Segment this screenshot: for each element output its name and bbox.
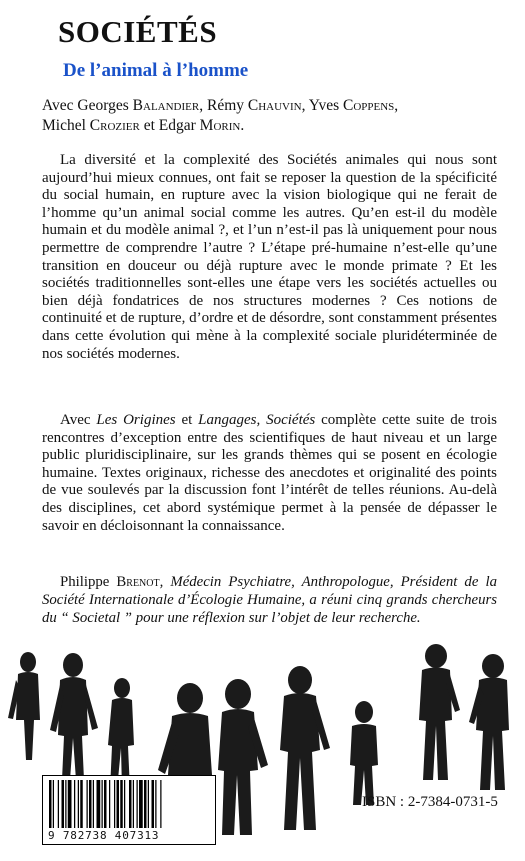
barcode-bar [129, 780, 132, 828]
book-reference: Les Origines [96, 412, 176, 428]
silhouette-figure [350, 701, 378, 805]
barcode-bar [155, 780, 156, 828]
author-roles: , Médecin Psychiatre, Anthropologue, [159, 574, 394, 590]
contributor-separator: et Edgar [139, 117, 200, 134]
barcode-bar [152, 780, 155, 828]
author-note [42, 573, 497, 627]
silhouette-figure [50, 653, 98, 780]
book-reference: Sociétés [266, 412, 316, 428]
book-title: SOCIÉTÉS [58, 14, 218, 49]
contributor-separator: , Yves [301, 97, 343, 114]
contributor-name: Crozier [89, 117, 140, 134]
barcode-bar [114, 780, 115, 828]
barcode-bar [144, 780, 147, 828]
author-last-name: Brenot [116, 574, 160, 590]
barcode-bar [74, 780, 75, 828]
barcode-bar [117, 780, 120, 828]
silhouette-figure [108, 678, 134, 790]
author-description: Président de la Société Internationale d’Écologie Humaine, a réuni cinq grands chercheurs du “ Societal ” pour une réflexion sur l’objet de leur recherche. [42, 574, 497, 626]
contributors-line [42, 96, 497, 136]
silhouette-figure [280, 666, 330, 830]
barcode-bar [53, 780, 54, 828]
barcode-bar [62, 780, 65, 828]
contributor-name: Balandier [132, 97, 200, 114]
silhouette-figure [469, 654, 509, 790]
barcode-bar [68, 780, 72, 828]
paragraph-text: et [175, 412, 199, 428]
barcode-bar [109, 780, 110, 828]
silhouette-figure [8, 652, 40, 760]
barcode-bar [133, 780, 134, 828]
contributor-name: Chauvin [247, 97, 302, 114]
book-subtitle: De l’animal à l’homme [63, 60, 249, 81]
barcode-bar [58, 780, 59, 828]
contributors-prefix: Avec Georges [42, 97, 133, 114]
barcode-digits: 9 782738 407313 [48, 829, 213, 842]
barcode-bar [120, 780, 123, 828]
contributor-name: Coppens [342, 97, 395, 114]
barcode-bar [160, 780, 161, 828]
barcode-bar [137, 780, 138, 828]
barcode-bar [102, 780, 103, 828]
contributor-separator: , Michel [42, 97, 399, 134]
barcode-bar [93, 780, 94, 828]
barcode-bar [148, 780, 149, 828]
author-first-name: Philippe [60, 574, 117, 590]
barcode-bar [78, 780, 79, 828]
contributor-separator: , Rémy [199, 97, 248, 114]
paragraph-text: complète cette suite de trois rencontres d’exception entre des scientifiques de haut niveau et un large public pluridisciplinaire, sur les grands thèmes qui se posent en écologie humaine. Textes originaux, richesse des anecdotes et originalité des points de vue soulevés par la discussion font l’intérêt de telles réunions. Au-delà des disciplines, cet abord systémique permet à la pensée de dépasser le savoir en décloisonnant la connaissance. [42, 412, 497, 534]
barcode-bar [124, 780, 125, 828]
barcode-bar [97, 780, 101, 828]
isbn-number: ISBN : 2-7384-0731-5 [362, 794, 498, 810]
barcode-bar [87, 780, 88, 828]
paragraph-text: Avec [60, 412, 97, 428]
barcode-bar [139, 780, 143, 828]
silhouette-figure [419, 644, 460, 780]
barcode-bar [65, 780, 66, 828]
contributor-name: Morin [199, 117, 241, 134]
silhouette-figure [218, 679, 268, 835]
summary-paragraph-2 [42, 412, 497, 535]
barcode-bar [80, 780, 83, 828]
barcode-bar [89, 780, 92, 828]
contributor-separator: . [240, 117, 245, 134]
barcode-bar [49, 780, 52, 828]
book-reference: Langages, [198, 412, 261, 428]
summary-paragraph-1: La diversité et la complexité des Sociétés animales qui nous sont aujourd’hui mieux connues, ont fait se reposer la question de la spécificité du social humain, en rupture avec la vision biologique qui ne ferait de l’homme qu’un animal social comme les autres. Qu’en est-il du modèle humain et du modèle animal ?, et l’un n’est-il pas là uniquement pour nous permettre de comprendre l’autre ? L’étape pré-humaine n’est-elle qu’une transition en douceur ou déjà rupture avec le monde primate ? Et les sociétés traditionnelles sont-elles une étape vers les sociétés actuelles ou bien déjà fondatrices de nos structures modernes ? Ces notions de continuité et de rupture, d’ordre et de désordre, sont constamment présentes dans cette évolution qui mène à la complexité sociale pluridéterminée de nos sociétés modernes. [42, 152, 497, 362]
barcode-bar [104, 780, 107, 828]
